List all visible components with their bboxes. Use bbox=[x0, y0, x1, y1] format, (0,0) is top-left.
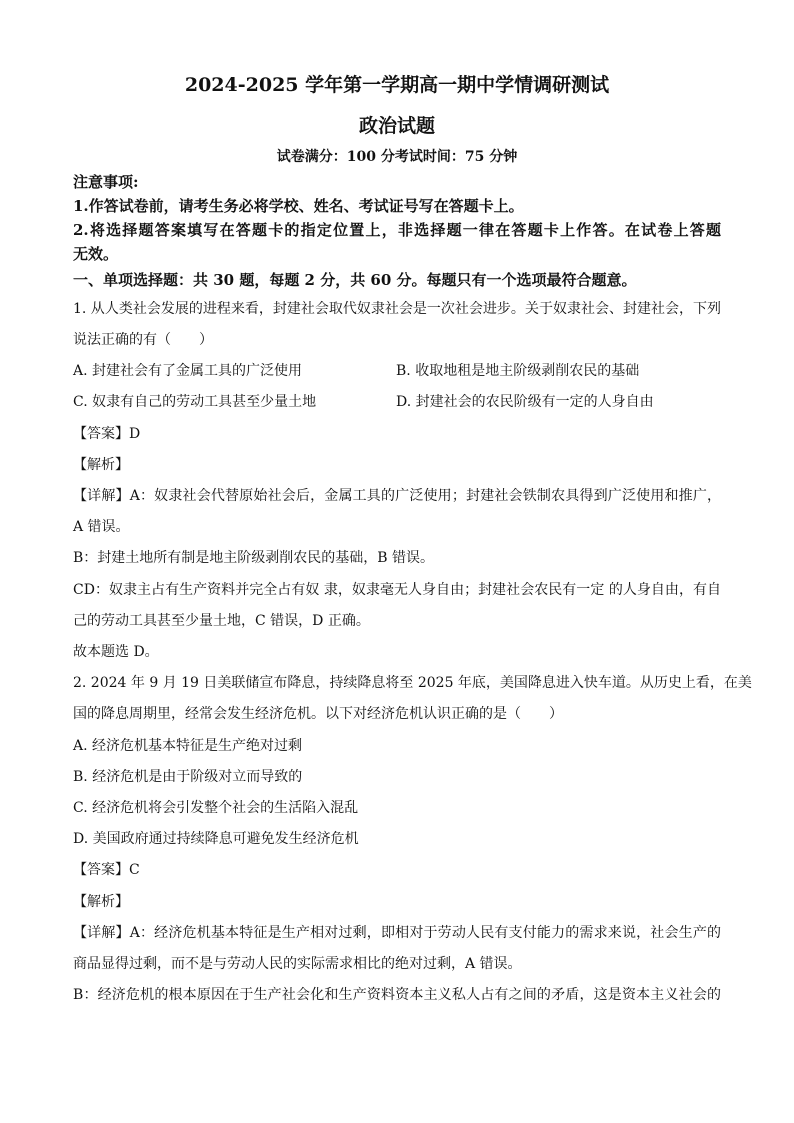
q1-conclusion: 故本题选 D。 bbox=[73, 644, 159, 660]
notice-item-1: 1.作答试卷前，请考生务必将学校、姓名、考试证号写在答题卡上。 bbox=[73, 197, 524, 215]
notice-item-2-cont: 无效。 bbox=[73, 245, 119, 263]
q1-option-c: C. 奴隶有自己的劳动工具甚至少量土地 bbox=[73, 394, 317, 410]
q2-detail-1: 【详解】A：经济危机基本特征是生产相对过剩，即相对于劳动人民有支付能力的需求来说，社会生产的 bbox=[73, 925, 721, 941]
q2-analysis: 【解析】 bbox=[73, 894, 129, 910]
q1-detail-1: 【详解】A：奴隶社会代替原始社会后，金属工具的广泛使用；封建社会铁制农具得到广泛使用和推广， bbox=[73, 488, 721, 504]
q1-detail-2: A 错误。 bbox=[73, 519, 130, 535]
q1-stem-cont: 说法正确的有（ ） bbox=[73, 332, 213, 348]
notice-item-2: 2.将选择题答案填写在答题卡的指定位置上，非选择题一律在答题卡上作答。在试卷上答题 bbox=[73, 221, 721, 239]
q2-option-d: D. 美国政府通过持续降息可避免发生经济危机 bbox=[73, 831, 359, 847]
section-heading: 一、单项选择题：共 30 题，每题 2 分，共 60 分。每题只有一个选项最符合题意。 bbox=[73, 271, 637, 289]
q2-option-b: B. 经济危机是由于阶级对立而导致的 bbox=[73, 769, 303, 785]
notice-heading: 注意事项: bbox=[73, 173, 139, 191]
q2-option-a: A. 经济危机基本特征是生产绝对过剩 bbox=[73, 738, 303, 754]
q1-stem: 1. 从人类社会发展的进程来看，封建社会取代奴隶社会是一次社会进步。关于奴隶社会、封建社会，下列 bbox=[73, 301, 721, 317]
q1-answer: 【答案】D bbox=[73, 426, 141, 442]
q2-answer: 【答案】C bbox=[73, 862, 140, 878]
q1-option-a: A. 封建社会有了金属工具的广泛使用 bbox=[73, 363, 303, 379]
q2-option-c: C. 经济危机将会引发整个社会的生活陷入混乱 bbox=[73, 800, 359, 816]
exam-meta: 试卷满分：100 分考试时间：75 分钟 bbox=[276, 149, 518, 165]
q1-detail-3: B：封建土地所有制是地主阶级剥削农民的基础，B 错误。 bbox=[73, 550, 435, 566]
q1-option-d: D. 封建社会的农民阶级有一定的人身自由 bbox=[396, 394, 654, 410]
q1-analysis: 【解析】 bbox=[73, 457, 129, 473]
q2-stem: 2. 2024 年 9 月 19 日美联储宣布降息，持续降息将至 2025 年底，美国降息进入快车道。从历史上看，在美 bbox=[73, 675, 752, 691]
exam-title: 2024-2025 学年第一学期高一期中学情调研测试 bbox=[184, 74, 610, 96]
q1-detail-4: CD：奴隶主占有生产资料并完全占有奴 隶，奴隶毫无人身自由；封建社会农民有一定 的人身自由，有自 bbox=[73, 582, 721, 598]
exam-subject: 政治试题 bbox=[358, 115, 435, 137]
q1-detail-5: 己的劳动工具甚至少量土地，C 错误，D 正确。 bbox=[73, 613, 370, 629]
q2-detail-3: B：经济危机的根本原因在于生产社会化和生产资料资本主义私人占有之间的矛盾，这是资本主义社会的 bbox=[73, 987, 721, 1003]
q2-stem-cont: 国的降息周期里，经常会发生经济危机。以下对经济危机认识正确的是（ ） bbox=[73, 706, 563, 722]
q1-option-b: B. 收取地租是地主阶级剥削农民的基础 bbox=[396, 363, 640, 379]
q2-detail-2: 商品显得过剩，而不是与劳动人民的实际需求相比的绝对过剩，A 错误。 bbox=[73, 956, 522, 972]
